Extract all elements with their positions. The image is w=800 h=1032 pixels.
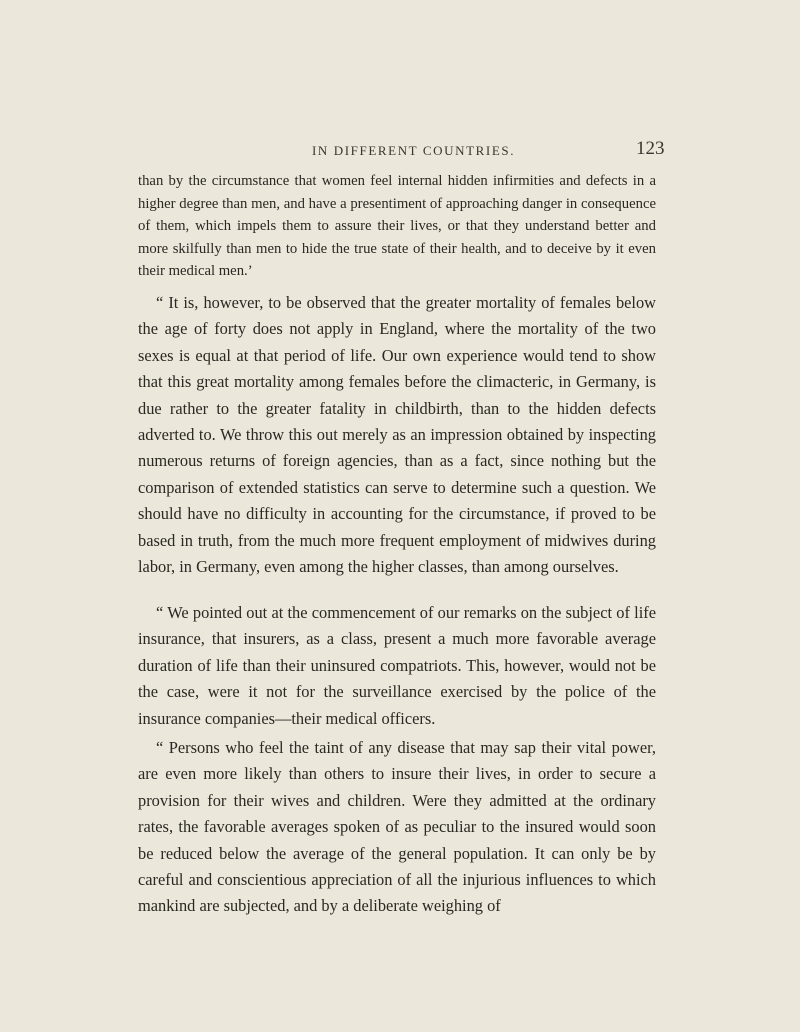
paragraph-continued: than by the circumstance that women feel internal hidden infirmities and defects in a higher degree than men, and have a presentiment of approaching danger in consequence of them, which impels them to assure their lives, or that they understand better and more skilfully than men to hide the true state of their health, and to deceive by it even their medical men.’ xyxy=(138,173,656,279)
paragraph-life-insurance: “ We pointed out at the commencement of our remarks on the subject of life insurance, that insurers, as a class, present a much more favorable average duration of life than their uninsured compatriots. This, however, would not be the case, were it not for the surveillance exercised by the police of the insurance companies—their medical officers. xyxy=(138,603,656,728)
paragraph-diseased-persons: “ Persons who feel the taint of any disease that may sap their vital power, are even more likely than others to insure their lives, in order to secure a provision for their wives and children. Were they admitted at the ordinary rates, the favorable averages spoken of as peculiar to the insured would soon be reduced below the average of the general population. It can only be by careful and conscientious appreciation of all the injurious influences to which mankind are subjected, and by a deliberate weighing of xyxy=(138,738,656,916)
running-title: IN DIFFERENT COUNTRIES. xyxy=(312,143,516,158)
paragraph-mortality-females: “ It is, however, to be observed that the greater mortality of females below the age of forty does not apply in England, where the mortality of the two sexes is equal at that period of life. Our own experience would tend to show that this great mortality among females before the climacteric, in Germany, is due rather to the greater fatality in childbirth, than to the hidden defects adverted to. We throw this out merely as an impression obtained by inspecting numerous returns of foreign agencies, than as a fact, since nothing but the comparison of extended statistics can serve to determine such a question. We should have no difficulty in accounting for the circumstance, if proved to be based in truth, from the much more frequent employment of midwives during labor, in Germany, even among the higher classes, than among ourselves. xyxy=(138,293,656,577)
page-number: 123 xyxy=(636,138,665,159)
running-head xyxy=(0,140,800,164)
